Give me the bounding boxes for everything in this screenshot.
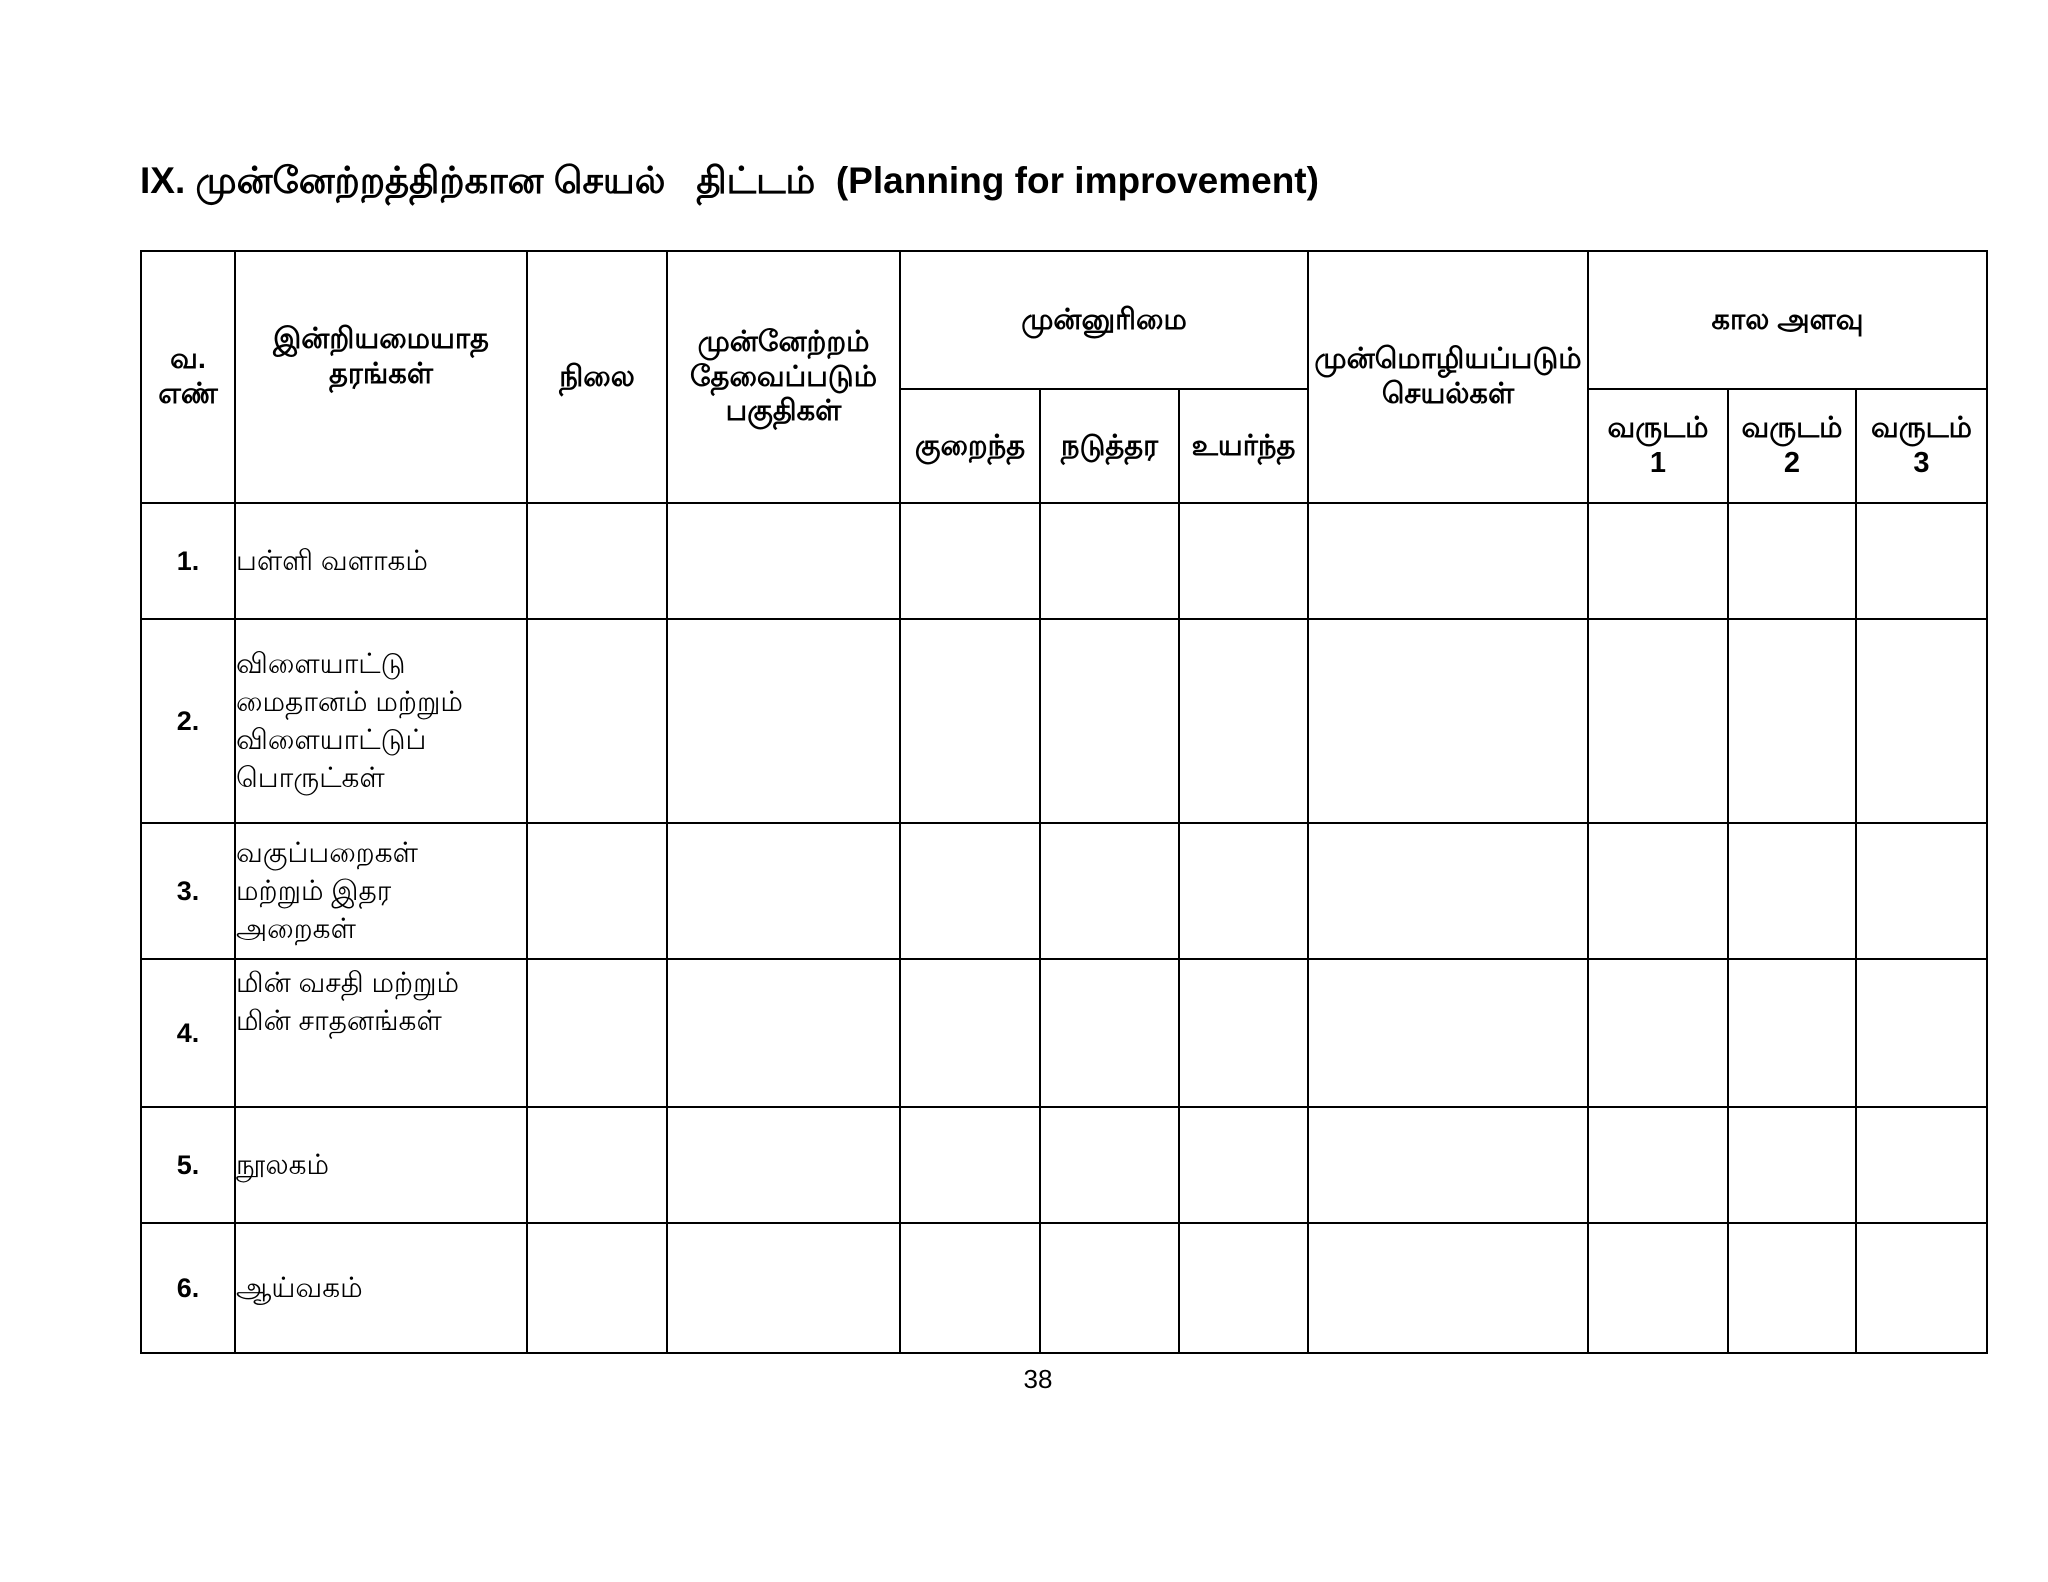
cell-priority-medium[interactable] xyxy=(1040,503,1179,619)
cell-status[interactable] xyxy=(527,503,667,619)
cell-year-1[interactable] xyxy=(1588,1223,1728,1353)
cell-year-3[interactable] xyxy=(1856,823,1987,959)
table-row xyxy=(141,959,1987,1107)
cell-year-3[interactable] xyxy=(1856,619,1987,823)
row-area: மின் வசதி மற்றும் மின் சாதனங்கள் xyxy=(235,959,527,1107)
cell-priority-low[interactable] xyxy=(900,503,1040,619)
cell-priority-low[interactable] xyxy=(900,619,1040,823)
cell-status[interactable] xyxy=(527,823,667,959)
header-year-1: வருடம் 1 xyxy=(1588,389,1728,503)
cell-areas-needing-improvement[interactable] xyxy=(667,619,900,823)
cell-priority-medium[interactable] xyxy=(1040,619,1179,823)
header-year-3: வருடம் 3 xyxy=(1856,389,1987,503)
cell-priority-medium[interactable] xyxy=(1040,959,1179,1107)
row-serial: 3. xyxy=(141,823,235,959)
row-serial: 4. xyxy=(141,959,235,1107)
row-serial: 1. xyxy=(141,503,235,619)
row-serial: 5. xyxy=(141,1107,235,1223)
cell-year-2[interactable] xyxy=(1728,823,1856,959)
cell-priority-low[interactable] xyxy=(900,1107,1040,1223)
cell-year-3[interactable] xyxy=(1856,1107,1987,1223)
cell-year-2[interactable] xyxy=(1728,959,1856,1107)
cell-status[interactable] xyxy=(527,959,667,1107)
header-priority-low: குறைந்த xyxy=(900,389,1040,503)
table-row xyxy=(141,1107,1987,1223)
cell-year-1[interactable] xyxy=(1588,503,1728,619)
header-status: நிலை xyxy=(527,251,667,503)
row-area: பள்ளி வளாகம் xyxy=(235,503,527,619)
table-row xyxy=(141,823,1987,959)
cell-proposed-actions[interactable] xyxy=(1308,503,1588,619)
table-row xyxy=(141,503,1987,619)
row-area: நூலகம் xyxy=(235,1107,527,1223)
cell-priority-medium[interactable] xyxy=(1040,1223,1179,1353)
cell-areas-needing-improvement[interactable] xyxy=(667,1223,900,1353)
row-serial: 2. xyxy=(141,619,235,823)
header-proposed-actions: முன்மொழியப்படும் செயல்கள் xyxy=(1308,251,1588,503)
cell-priority-high[interactable] xyxy=(1179,1107,1308,1223)
cell-year-2[interactable] xyxy=(1728,619,1856,823)
cell-areas-needing-improvement[interactable] xyxy=(667,503,900,619)
table-row xyxy=(141,1223,1987,1353)
header-serial: வ. எண் xyxy=(141,251,235,503)
cell-priority-low[interactable] xyxy=(900,1223,1040,1353)
cell-proposed-actions[interactable] xyxy=(1308,1107,1588,1223)
cell-priority-high[interactable] xyxy=(1179,503,1308,619)
header-priority-high: உயர்ந்த xyxy=(1179,389,1308,503)
cell-areas-needing-improvement[interactable] xyxy=(667,823,900,959)
cell-year-2[interactable] xyxy=(1728,503,1856,619)
page-title: IX. முன்னேற்றத்திற்கான செயல் திட்டம் (Planning for improvement) xyxy=(140,160,1319,201)
row-area: வகுப்பறைகள் மற்றும் இதர அறைகள் xyxy=(235,823,527,959)
cell-year-1[interactable] xyxy=(1588,823,1728,959)
cell-proposed-actions[interactable] xyxy=(1308,1223,1588,1353)
header-priority: முன்னுரிமை xyxy=(900,251,1308,389)
cell-proposed-actions[interactable] xyxy=(1308,959,1588,1107)
row-area: ஆய்வகம் xyxy=(235,1223,527,1353)
header-essential-standards: இன்றியமையாத தரங்கள் xyxy=(235,251,527,503)
cell-priority-low[interactable] xyxy=(900,823,1040,959)
cell-priority-medium[interactable] xyxy=(1040,1107,1179,1223)
cell-priority-high[interactable] xyxy=(1179,1223,1308,1353)
cell-status[interactable] xyxy=(527,1223,667,1353)
cell-year-1[interactable] xyxy=(1588,1107,1728,1223)
cell-priority-high[interactable] xyxy=(1179,619,1308,823)
table-row xyxy=(141,619,1987,823)
cell-status[interactable] xyxy=(527,619,667,823)
cell-priority-high[interactable] xyxy=(1179,823,1308,959)
cell-priority-high[interactable] xyxy=(1179,959,1308,1107)
page-number: 38 xyxy=(1023,1364,1053,1394)
header-year-2: வருடம் 2 xyxy=(1728,389,1856,503)
cell-year-1[interactable] xyxy=(1588,959,1728,1107)
cell-year-3[interactable] xyxy=(1856,503,1987,619)
cell-areas-needing-improvement[interactable] xyxy=(667,959,900,1107)
cell-priority-medium[interactable] xyxy=(1040,823,1179,959)
improvement-plan-table xyxy=(140,250,1988,1354)
cell-proposed-actions[interactable] xyxy=(1308,823,1588,959)
row-serial: 6. xyxy=(141,1223,235,1353)
cell-status[interactable] xyxy=(527,1107,667,1223)
cell-year-3[interactable] xyxy=(1856,959,1987,1107)
cell-year-1[interactable] xyxy=(1588,619,1728,823)
cell-priority-low[interactable] xyxy=(900,959,1040,1107)
header-row xyxy=(141,251,1987,389)
cell-proposed-actions[interactable] xyxy=(1308,619,1588,823)
header-priority-medium: நடுத்தர xyxy=(1040,389,1179,503)
cell-year-3[interactable] xyxy=(1856,1223,1987,1353)
header-timeline: கால அளவு xyxy=(1588,251,1987,389)
header-areas-needing-improvement: முன்னேற்றம் தேவைப்படும் பகுதிகள் xyxy=(667,251,900,503)
row-area: விளையாட்டு மைதானம் மற்றும் விளையாட்டுப் பொருட்கள் xyxy=(235,619,527,823)
cell-areas-needing-improvement[interactable] xyxy=(667,1107,900,1223)
cell-year-2[interactable] xyxy=(1728,1107,1856,1223)
cell-year-2[interactable] xyxy=(1728,1223,1856,1353)
